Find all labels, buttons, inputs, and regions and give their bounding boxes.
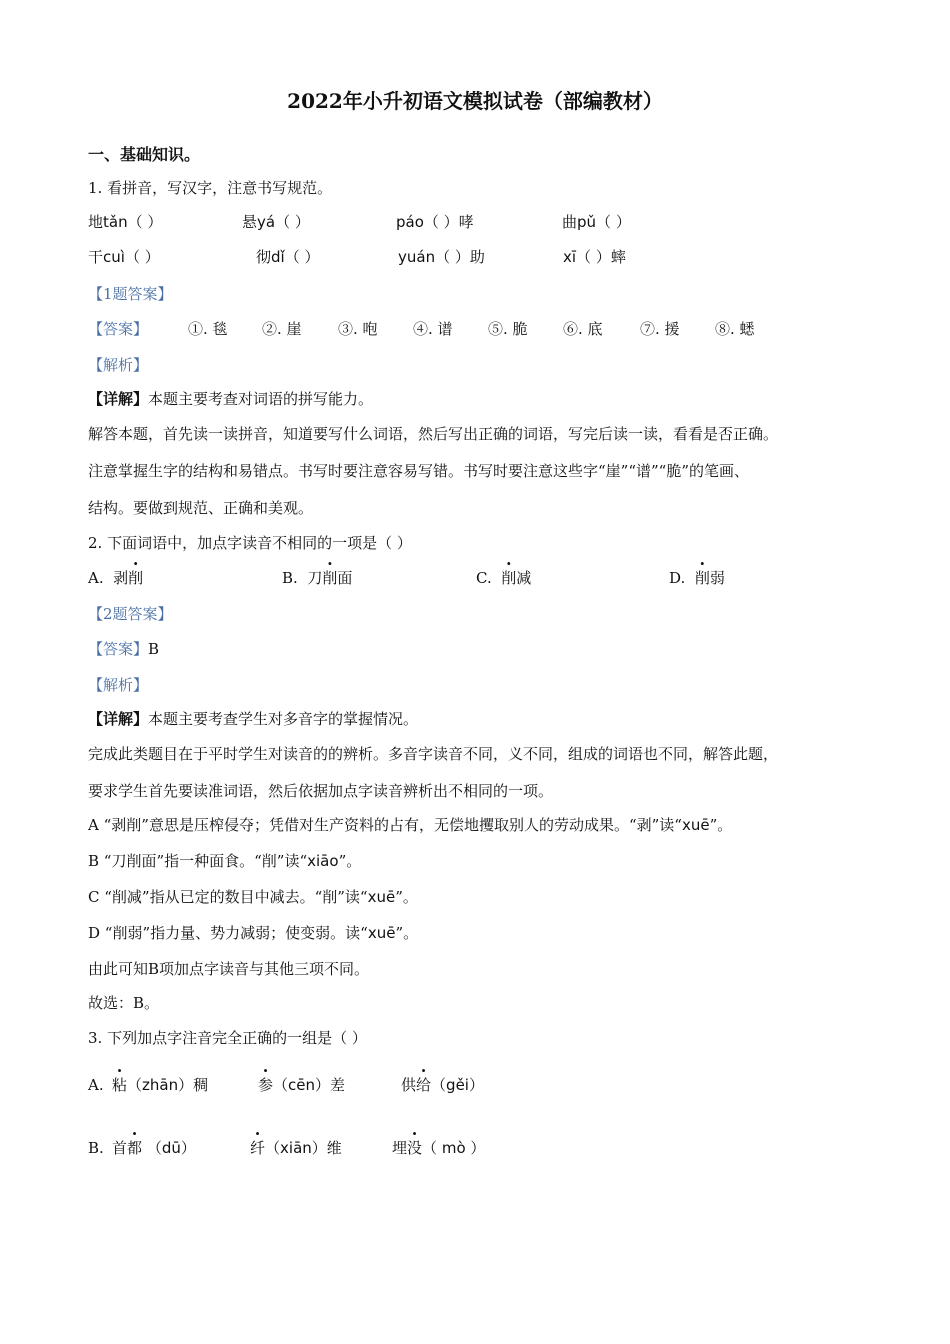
q3-option-b-item-3: 埋没（ mò ） <box>392 1139 486 1157</box>
q1-item-7: yuán（ ）助 <box>398 248 485 266</box>
q2-paragraph-1: 完成此类题目在于平时学生对读音的的辨析。多音字读音不同，义不同，组成的词语也不同，解答此题， <box>88 745 779 763</box>
q3-option-a-item-3: 供给（gěi） <box>401 1076 484 1094</box>
q1-answer-5: ⑤. 脆 <box>488 320 528 338</box>
q1-item-1: 地tǎn（ ） <box>88 213 163 231</box>
q1-analysis-label: 【解析】 <box>88 356 149 374</box>
q1-paragraph-1: 解答本题，首先读一读拼音，知道要写什么词语，然后写出正确的词语，写完后读一读，看看是否正确。 <box>88 425 779 443</box>
q1-item-8: xī（ ）蟀 <box>563 248 626 266</box>
q2-option-a: A. 剥削 <box>88 569 144 587</box>
q1-answer-1: ①. 毯 <box>188 320 228 338</box>
page-title: 2022年小升初语文模拟试卷（部编教材） <box>287 89 663 113</box>
q3-prompt: 3. 下列加点字注音完全正确的一组是（ ） <box>88 1029 367 1047</box>
q2-detail: 【详解】本题主要考查学生对多音字的掌握情况。 <box>88 710 419 728</box>
q1-answer-header: 【1题答案】 <box>88 285 173 303</box>
q1-paragraph-2: 注意掌握生字的结构和易错点。书写时要注意容易写错。书写时要注意这些字“崖”“谱”“脆”的笔画、 <box>88 462 750 480</box>
q1-paragraph-3: 结构。要做到规范、正确和美观。 <box>88 499 314 517</box>
q3-option-a-item-1: 粘（zhān）稠 <box>112 1076 209 1094</box>
q2-option-b: B. 刀削面 <box>282 569 353 587</box>
q2-option-c: C. 削减 <box>476 569 532 587</box>
q2-analysis-label: 【解析】 <box>88 676 149 694</box>
q3-option-b-item-2: 纤（xiān）维 <box>250 1139 342 1157</box>
q1-answer-6: ⑥. 底 <box>563 320 603 338</box>
section-heading: 一、基础知识。 <box>88 145 201 164</box>
q1-answer-7: ⑦. 援 <box>640 320 680 338</box>
q3-option-a-letter: A. <box>88 1076 104 1094</box>
q1-answer-label: 【答案】 <box>88 320 149 338</box>
q1-answer-8: ⑧. 蟋 <box>715 320 755 338</box>
q1-item-5: 干cuì（ ） <box>88 248 160 266</box>
q3-option-b-letter: B. <box>88 1139 104 1157</box>
q2-explain-a: A “剥削”意思是压榨侵夺；凭借对生产资料的占有，无偿地攫取别人的劳动成果。“剥”读“xuē”。 <box>88 816 733 834</box>
q1-item-3: páo（ ）哮 <box>396 213 474 231</box>
q2-choice: 故选：B。 <box>88 994 160 1012</box>
q2-conclusion: 由此可知B项加点字读音与其他三项不同。 <box>88 960 370 978</box>
q2-prompt: 2. 下面词语中，加点字读音不相同的一项是（ ） <box>88 534 412 552</box>
q2-answer-header: 【2题答案】 <box>88 605 173 623</box>
q3-option-a-item-2: 参（cēn）差 <box>258 1076 346 1094</box>
q1-item-6: 彻dǐ（ ） <box>256 248 320 266</box>
q1-answer-3: ③. 咆 <box>338 320 378 338</box>
q1-prompt: 1. 看拼音，写汉字，注意书写规范。 <box>88 179 333 197</box>
q1-answer-2: ②. 崖 <box>262 320 302 338</box>
q3-option-b-item-1: 首都 （dū） <box>112 1139 196 1157</box>
q2-explain-b: B “刀削面”指一种面食。“削”读“xiāo”。 <box>88 852 362 870</box>
q2-option-d: D. 削弱 <box>669 569 725 587</box>
q1-item-4: 曲pǔ（ ） <box>562 213 631 231</box>
q1-answer-4: ④. 谱 <box>413 320 453 338</box>
q2-answer: 【答案】B <box>88 640 160 658</box>
q1-detail: 【详解】本题主要考查对词语的拼写能力。 <box>88 390 374 408</box>
q1-item-2: 悬yá（ ） <box>242 213 310 231</box>
q2-paragraph-2: 要求学生首先要读准词语，然后依据加点字读音辨析出不相同的一项。 <box>88 782 554 800</box>
q2-explain-d: D “削弱”指力量、势力减弱；使变弱。读“xuē”。 <box>88 924 419 942</box>
q2-explain-c: C “削减”指从已定的数目中减去。“削”读“xuē”。 <box>88 888 418 906</box>
